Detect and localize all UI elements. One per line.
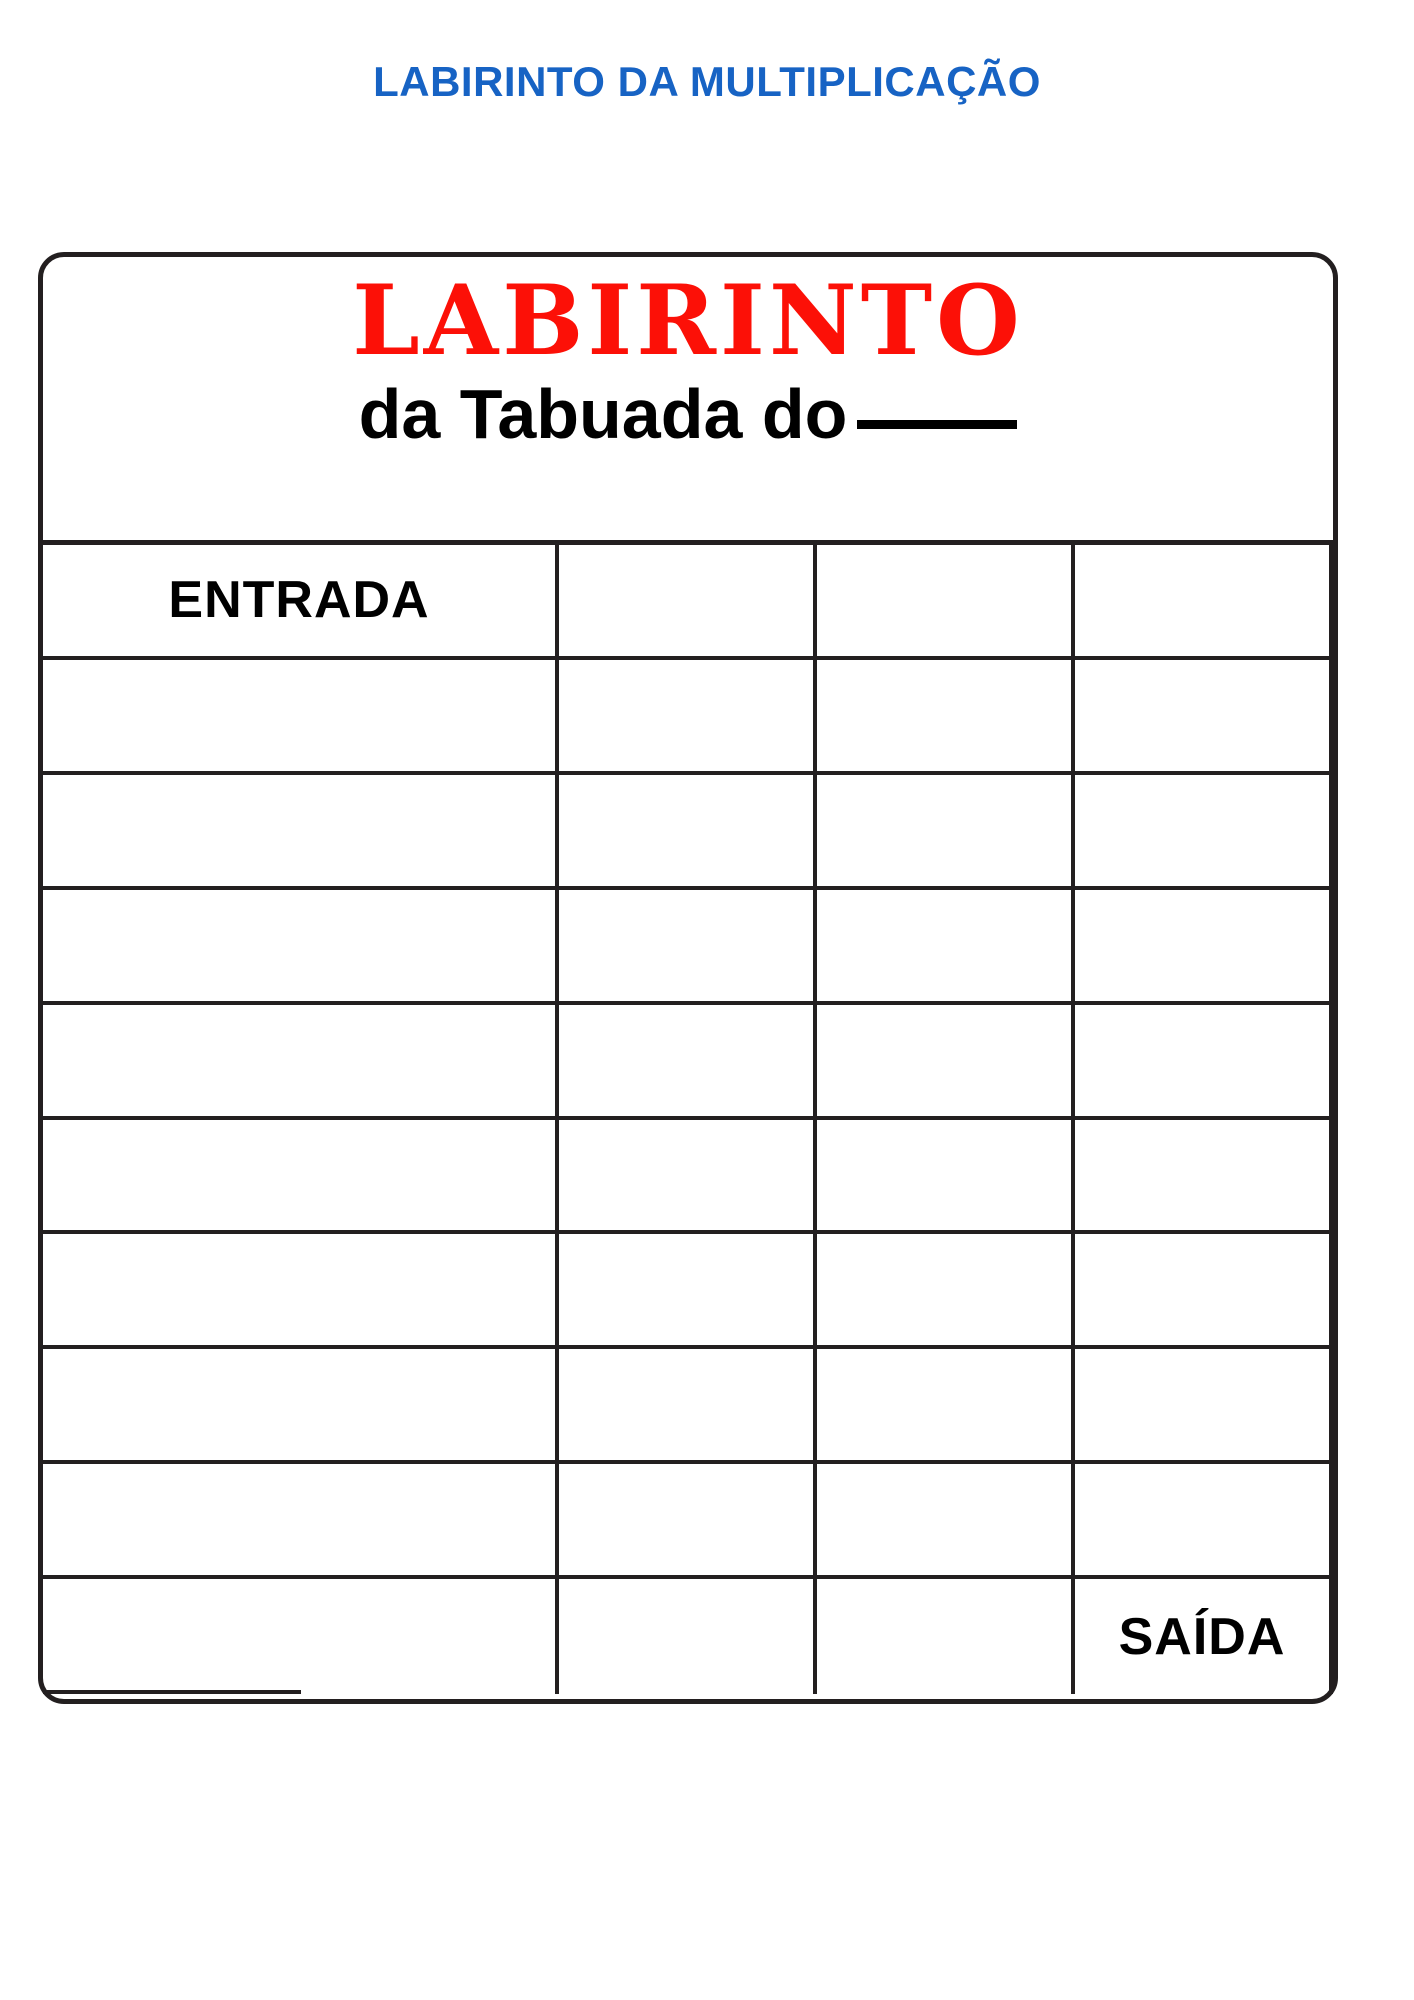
maze-cell[interactable] <box>559 545 817 660</box>
maze-cell[interactable] <box>817 1120 1075 1235</box>
entrance-label: ENTRADA <box>168 571 430 630</box>
maze-cell[interactable] <box>301 890 559 1005</box>
maze-cell[interactable] <box>43 890 301 1005</box>
tabuada-number-blank[interactable] <box>857 420 1017 429</box>
maze-cell[interactable] <box>43 1120 301 1235</box>
maze-cell[interactable] <box>559 1349 817 1464</box>
maze-cell[interactable] <box>301 660 559 775</box>
maze-cell[interactable] <box>559 1120 817 1235</box>
maze-cell[interactable] <box>559 1579 817 1694</box>
worksheet-title-sub <box>359 376 1018 453</box>
page-title: LABIRINTO DA MULTIPLICAÇÃO <box>373 58 1041 105</box>
worksheet-title-main: LABIRINTO <box>352 264 1024 377</box>
maze-cell[interactable] <box>301 1234 559 1349</box>
maze-grid <box>43 545 1333 1694</box>
maze-cell[interactable] <box>43 1234 301 1349</box>
maze-cell[interactable] <box>43 775 301 890</box>
maze-cell[interactable] <box>817 545 1075 660</box>
maze-cell-entrada[interactable] <box>43 545 559 660</box>
maze-cell[interactable] <box>301 1005 559 1120</box>
maze-cell[interactable] <box>559 890 817 1005</box>
maze-cell[interactable] <box>301 775 559 890</box>
maze-cell[interactable] <box>43 1464 301 1579</box>
worksheet-title-sub-text: da Tabuada do <box>358 374 848 453</box>
worksheet-card <box>38 252 1338 1704</box>
maze-cell[interactable] <box>817 1349 1075 1464</box>
maze-cell[interactable] <box>559 1234 817 1349</box>
maze-cell[interactable] <box>1075 1120 1333 1235</box>
maze-cell[interactable] <box>1075 1349 1333 1464</box>
maze-cell[interactable] <box>301 1579 559 1694</box>
maze-cell[interactable] <box>301 1349 559 1464</box>
maze-cell[interactable] <box>559 1464 817 1579</box>
maze-cell[interactable] <box>817 890 1075 1005</box>
worksheet-header <box>43 257 1333 545</box>
maze-cell[interactable] <box>301 1464 559 1579</box>
maze-cell[interactable] <box>817 1464 1075 1579</box>
maze-cell[interactable] <box>817 1005 1075 1120</box>
maze-cell[interactable] <box>817 775 1075 890</box>
maze-cell[interactable] <box>1075 1464 1333 1579</box>
maze-cell[interactable] <box>817 1234 1075 1349</box>
maze-cell[interactable] <box>817 1579 1075 1694</box>
maze-cell[interactable] <box>1075 545 1333 660</box>
maze-cell[interactable] <box>817 660 1075 775</box>
maze-cell[interactable] <box>1075 660 1333 775</box>
maze-cell[interactable] <box>301 1120 559 1235</box>
maze-cell[interactable] <box>1075 1234 1333 1349</box>
maze-cell[interactable] <box>1075 1005 1333 1120</box>
maze-cell[interactable] <box>559 775 817 890</box>
maze-cell[interactable] <box>43 1579 301 1694</box>
maze-cell[interactable] <box>1075 775 1333 890</box>
maze-cell[interactable] <box>43 1349 301 1464</box>
maze-cell[interactable] <box>559 660 817 775</box>
exit-label: SAÍDA <box>1118 1607 1286 1666</box>
maze-cell[interactable] <box>43 1005 301 1120</box>
maze-cell[interactable] <box>1075 890 1333 1005</box>
maze-cell[interactable] <box>43 660 301 775</box>
maze-cell[interactable] <box>559 1005 817 1120</box>
maze-cell-saida[interactable] <box>1075 1579 1333 1694</box>
